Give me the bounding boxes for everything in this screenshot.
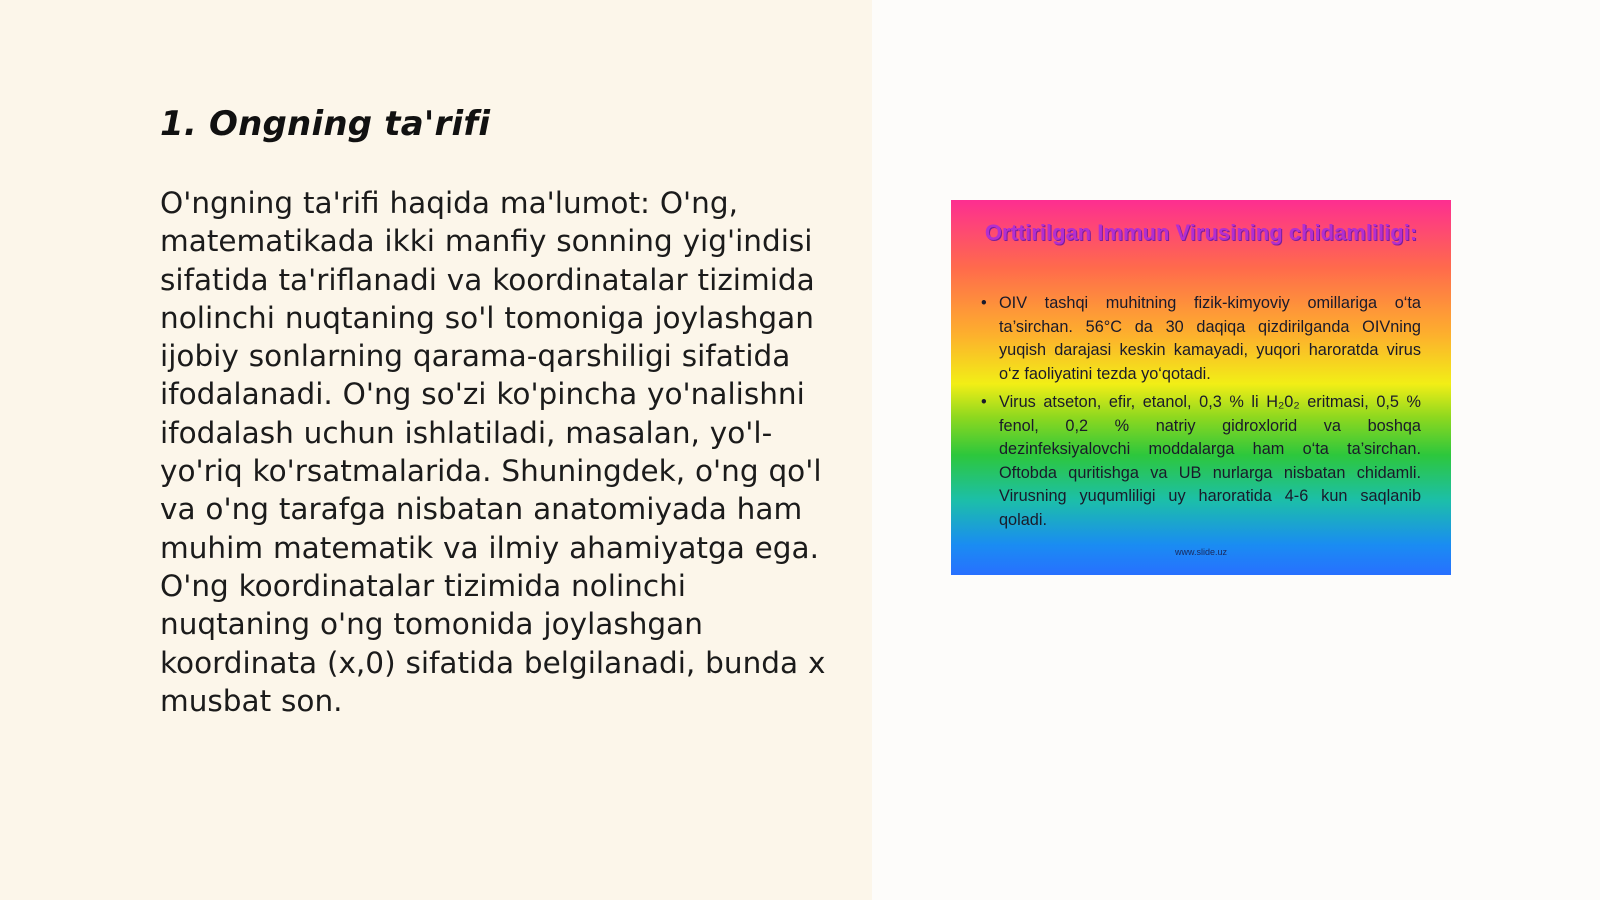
poster-bullet-list [981,292,1421,537]
bullet-icon: • [981,294,987,312]
slide-title: 1. Ongning ta'rifi [160,104,491,144]
poster-bullet-text: Virus atseton, efir, etanol, 0,3 % li H₂0₂ eritmasi, 0,5 % fenol, 0,2 % natriy gidroxlorid va boshqa dezinfeksiyalovchi moddalarga ham o‘ta ta’sirchan. Oftobda quritishga va UB nurlarga nisbatan chidamli. Virusning yuqumliligi uy haroratida 4-6 kun saqlanib qoladi. [999,393,1421,529]
bullet-icon: • [981,393,987,411]
slide-body-text: O'ngning ta'rifi haqida ma'lumot: O'ng, matematikada ikki manfiy sonning yig'indisi sifatida ta'riflanadi va koordinatalar tizimida nolinchi nuqtaning so'l tomoniga joylashgan ijobiy sonlarning qarama-qarshiligi sifatida ifodalanadi. O'ng so'zi ko'pincha yo'nalishni ifodalash uchun ishlatiladi, masalan, yo'l-yo'riq ko'rsatmalarida. Shuningdek, o'ng qo'l va o'ng tarafga nisbatan anatomiyada ham muhim matematik va ilmiy ahamiyatga ega. O'ng koordinatalar tizimida nolinchi nuqtaning o'ng tomonida joylashgan koordinata (x,0) sifatida belgilanadi, bunda x musbat son. [160,186,826,718]
poster-bullet-item [981,292,1421,386]
poster-image [951,200,1451,575]
poster-bullet-item [981,391,1421,532]
poster-title: Orttirilgan Immun Virusining chidamliligi: [984,220,1418,245]
poster-bullet-text: OIV tashqi muhitning fizik-kimyoviy omillariga o‘ta ta’sirchan. 56°C da 30 daqiqa qizdirilganda OIVning yuqish darajasi keskin kamayadi, yuqori haroratda virus o‘z faoliyatini tezda yo‘qotadi. [999,294,1421,383]
poster-footer: www.slide.uz [1174,547,1228,557]
